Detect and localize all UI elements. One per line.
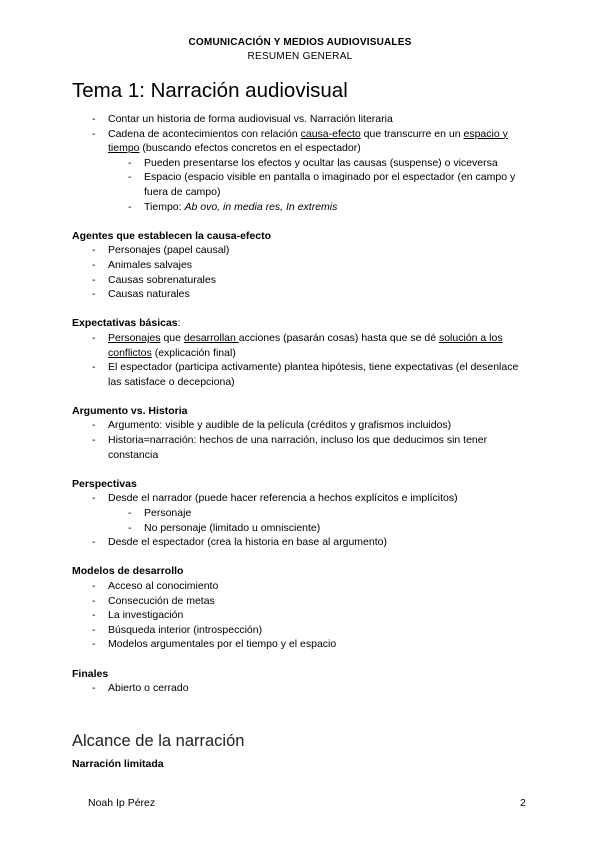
list-item: - Consecución de metas — [72, 594, 532, 609]
list-item: - Búsqueda interior (introspección) — [72, 623, 532, 638]
modelos-list — [72, 579, 532, 652]
list-item: - Animales salvajes — [72, 258, 532, 273]
footer-author: Noah Ip Pérez — [88, 797, 156, 809]
page-title: Tema 1: Narración audiovisual — [72, 79, 348, 102]
course-header: COMUNICACIÓN Y MEDIOS AUDIOVISUALES — [188, 37, 412, 48]
list-item: - Personaje — [108, 506, 532, 521]
list-item: - Tiempo: Ab ovo, in media res, In extremis — [108, 200, 532, 215]
perspectivas-sublist — [108, 506, 532, 535]
section-heading-expectativas: Expectativas básicas: — [72, 317, 181, 330]
list-item: - Desde el narrador (puede hacer referencia a hechos explícitos e implícitos) - Personaje - No personaje (limitado u omnisciente) — [72, 491, 532, 535]
list-item: - Espacio (espacio visible en pantalla o imaginado por el espectador (en campo y fuera de campo) — [108, 170, 532, 199]
argumento-list — [72, 418, 532, 462]
intro-sublist — [108, 156, 532, 214]
list-item: - Causas sobrenaturales — [72, 273, 532, 288]
section-heading-modelos: Modelos de desarrollo — [72, 565, 184, 578]
list-item: - Abierto o cerrado — [72, 681, 532, 696]
agentes-list — [72, 243, 532, 301]
intro-list — [72, 112, 532, 214]
list-item: - Historia=narración: hechos de una narración, incluso los que deducimos sin tener constancia — [72, 433, 532, 462]
list-item: - Contar un historia de forma audiovisual vs. Narración literaria — [72, 112, 532, 127]
list-item: - Personajes (papel causal) — [72, 243, 532, 258]
list-item: - No personaje (limitado u omnisciente) — [108, 521, 532, 536]
list-item: - Cadena de acontecimientos con relación causa-efecto que transcurre en un espacio y tiempo (buscando efectos concretos en el espectador) - Pueden presentarse los efectos y ocultar las causas (suspense) o viceversa - Espacio (espacio visible en pantalla o imaginado por el espectador (en campo y fuera de campo) - Tiempo: Ab ovo, in media res, In extremis — [72, 127, 532, 215]
list-item: - Pueden presentarse los efectos y ocultar las causas (suspense) o viceversa — [108, 156, 532, 171]
perspectivas-list — [72, 491, 532, 549]
expectativas-list — [72, 331, 532, 389]
list-item: - Causas naturales — [72, 287, 532, 302]
list-item: - Argumento: visible y audible de la película (créditos y grafismos incluidos) — [72, 418, 532, 433]
section-heading-agentes: Agentes que establecen la causa-efecto — [72, 229, 271, 242]
content-body — [72, 112, 532, 696]
summary-header: RESUMEN GENERAL — [247, 51, 353, 62]
section-heading-finales: Finales — [72, 667, 109, 680]
list-item: - La investigación — [72, 608, 532, 623]
list-item: - Modelos argumentales por el tiempo y el espacio — [72, 637, 532, 652]
list-item: - Personajes que desarrollan acciones (pasarán cosas) hasta que se dé solución a los conflictos (explicación final) — [72, 331, 532, 360]
list-item: - El espectador (participa activamente) plantea hipótesis, tiene expectativas (el desenlace las satisface o decepciona) — [72, 360, 532, 389]
list-item: - Desde el espectador (crea la historia en base al argumento) — [72, 535, 532, 550]
finales-list — [72, 681, 532, 696]
underlined-term: espacio y tiempo — [108, 127, 508, 155]
section-title-alcance: Alcance de la narración — [72, 732, 245, 750]
list-item: - Acceso al conocimiento — [72, 579, 532, 594]
section-heading-perspectivas: Perspectivas — [72, 477, 137, 490]
subheading-narracion-limitada: Narración limitada — [72, 758, 164, 770]
section-heading-argumento: Argumento vs. Historia — [72, 404, 188, 417]
page-number: 2 — [520, 797, 526, 809]
underlined-term: causa-efecto — [300, 127, 361, 140]
